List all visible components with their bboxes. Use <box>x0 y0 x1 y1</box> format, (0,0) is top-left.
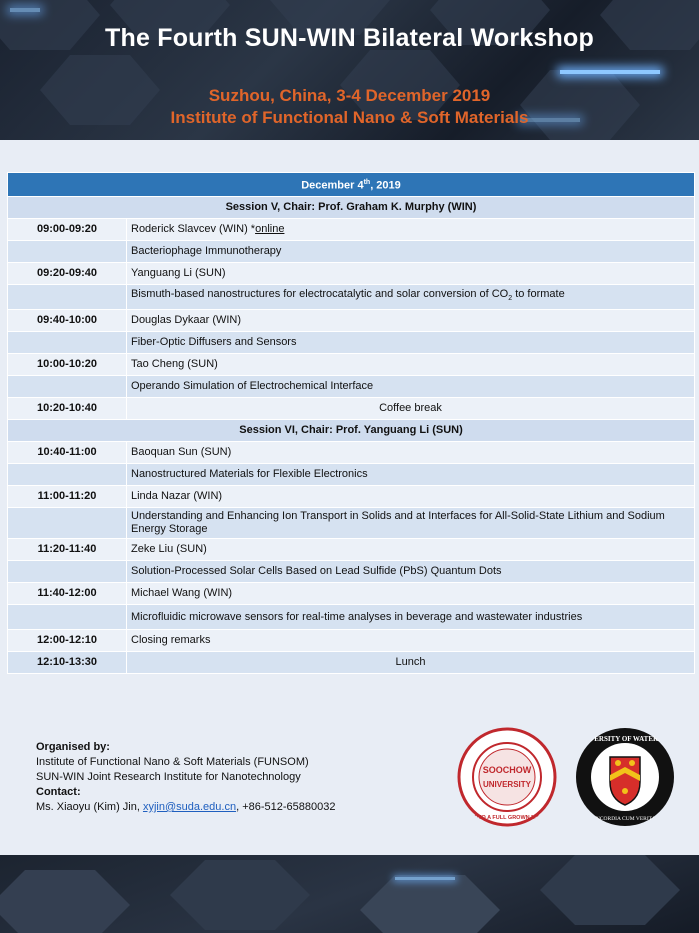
day-header: December 4th, 2019 <box>8 173 695 197</box>
institute-subtitle: Institute of Functional Nano & Soft Materials <box>170 108 529 127</box>
session-header: Session VI, Chair: Prof. Yanguang Li (SUN) <box>8 420 695 442</box>
table-row: 09:00-09:20 Roderick Slavcev (WIN) *online <box>8 219 695 241</box>
page-title: The Fourth SUN-WIN Bilateral Workshop <box>105 24 594 52</box>
table-row <box>8 285 695 310</box>
table-row: Fiber-Optic Diffusers and Sensors <box>8 332 695 354</box>
svg-text:UNIVERSITY OF WATERLOO: UNIVERSITY OF WATERLOO <box>576 735 674 743</box>
table-row: 10:20-10:40 Coffee break <box>8 398 695 420</box>
location-subtitle: Suzhou, China, 3-4 December 2019 <box>208 86 491 105</box>
footer-banner <box>0 855 699 933</box>
table-row: 10:00-10:20 Tao Cheng (SUN) <box>8 354 695 376</box>
table-row: 12:10-13:30 Lunch <box>8 652 695 674</box>
session-header: Session V, Chair: Prof. Graham K. Murphy (WIN) <box>8 197 695 219</box>
talk-title: Bismuth-based nanostructures for electrocatalytic and solar conversion of $CO_2$ to formate <box>127 285 695 310</box>
table-row: Solution-Processed Solar Cells Based on Lead Sulfide (PbS) Quantum Dots <box>8 561 695 583</box>
table-row: Microfluidic microwave sensors for real-time analyses in beverage and wastewater industries <box>8 605 695 630</box>
table-row: Operando Simulation of Electrochemical Interface <box>8 376 695 398</box>
online-link[interactable]: online <box>255 223 285 235</box>
table-row: Nanostructured Materials for Flexible Electronics <box>8 464 695 486</box>
table-row: 11:20-11:40 Zeke Liu (SUN) <box>8 539 695 561</box>
table-row: 11:00-11:20 Linda Nazar (WIN) <box>8 486 695 508</box>
contact-email-link[interactable]: xyjin@suda.edu.cn <box>142 801 237 813</box>
day-header-row <box>8 173 695 197</box>
soochow-university-logo <box>457 727 557 827</box>
waterloo-university-logo <box>575 727 675 827</box>
speaker-cell: Roderick Slavcev (WIN) *online <box>127 219 695 241</box>
table-row: 12:00-12:10 Closing remarks <box>8 630 695 652</box>
table-row: 09:20-09:40 Yanguang Li (SUN) <box>8 263 695 285</box>
table-row: 10:40-11:00 Baoquan Sun (SUN) <box>8 442 695 464</box>
schedule-table <box>7 172 695 674</box>
svg-text:SOOCHOW: SOOCHOW <box>482 765 532 775</box>
table-row: 11:40-12:00 Michael Wang (WIN) <box>8 583 695 605</box>
table-row: Understanding and Enhancing Ion Transport in Solids and at Interfaces for All-Solid-State Lithium and Sodium Energy Storage <box>8 508 695 539</box>
svg-text:UNTO A FULL GROWN MAN: UNTO A FULL GROWN MAN <box>470 815 544 821</box>
organiser-block: Organised by: Institute of Functional Nano & Soft Materials (FUNSOM) SUN-WIN Joint Research Institute for Nanotechnology Contact: Ms. Xiaoyu (Kim) Jin, xyjin@suda.edu.cn, +86-512-65880032 <box>36 741 336 813</box>
svg-text:UNIVERSITY: UNIVERSITY <box>482 780 532 789</box>
table-row: Bacteriophage Immunotherapy <box>8 241 695 263</box>
svg-text:CONCORDIA CUM VERITATE: CONCORDIA CUM VERITATE <box>588 816 662 822</box>
table-row: 09:40-10:00 Douglas Dykaar (WIN) <box>8 310 695 332</box>
